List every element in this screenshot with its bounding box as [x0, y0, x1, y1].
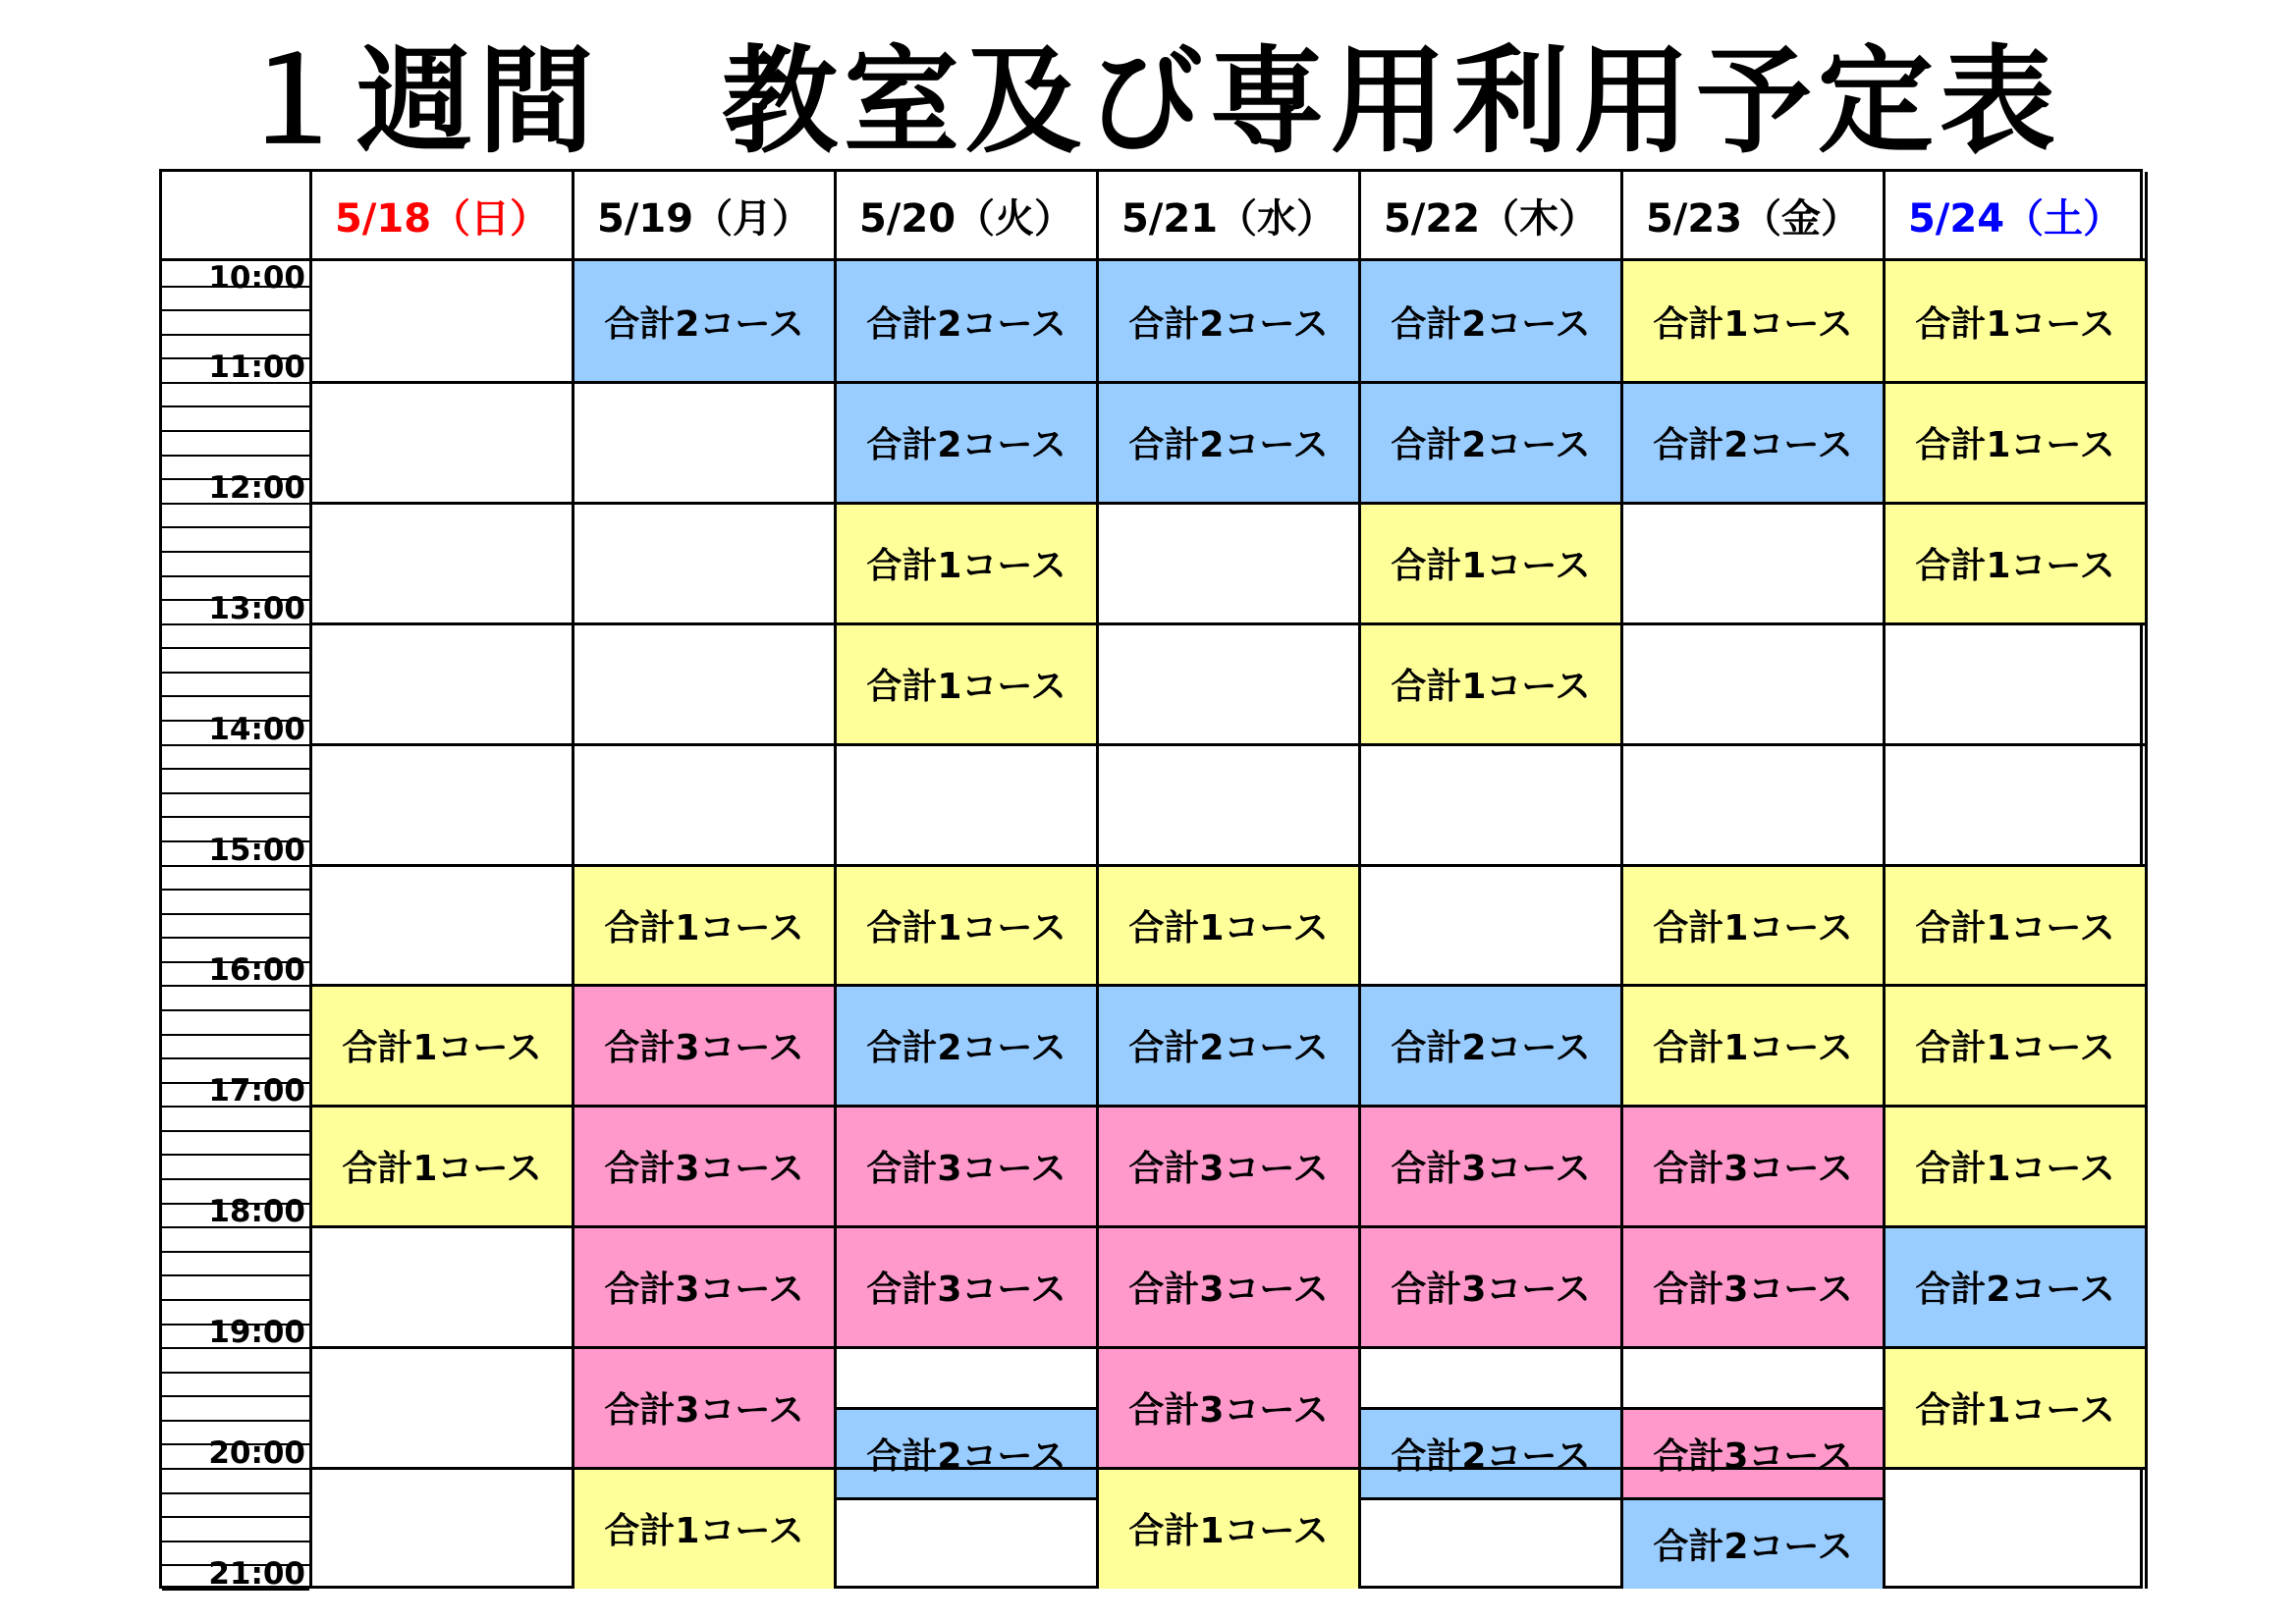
- time-label: 21:00: [208, 1556, 305, 1592]
- day-column: [1099, 261, 1361, 1589]
- time-label: 16:00: [208, 952, 305, 988]
- schedule-block[interactable]: 合計1コース: [574, 865, 834, 985]
- schedule-block[interactable]: 合計3コース: [1623, 1226, 1883, 1347]
- hour-grid-line: [1886, 1105, 2145, 1108]
- hour-grid-line: [1361, 1467, 1620, 1470]
- hour-grid-line: [837, 1346, 1096, 1349]
- hour-grid-line: [1099, 622, 1358, 625]
- schedule-block[interactable]: 合計3コース: [574, 985, 834, 1106]
- time-tick-line: [162, 1420, 309, 1422]
- hour-grid-line: [312, 381, 572, 384]
- schedule-block[interactable]: 合計2コース: [1361, 985, 1620, 1106]
- day-header: 5/18（日）: [312, 172, 574, 261]
- time-tick-line: [162, 1299, 309, 1301]
- corner-cell: [162, 172, 312, 261]
- hour-grid-line: [1361, 1105, 1620, 1108]
- time-tick-line: [162, 430, 309, 432]
- schedule-block[interactable]: 合計3コース: [574, 1106, 834, 1226]
- hour-grid-line: [574, 1467, 834, 1470]
- schedule-block[interactable]: 合計1コース: [1886, 1106, 2145, 1226]
- time-tick-line: [162, 1251, 309, 1253]
- schedule-table: [159, 169, 2143, 1592]
- time-tick-line: [162, 889, 309, 891]
- hour-grid-line: [837, 864, 1096, 867]
- time-label: 15:00: [208, 833, 305, 868]
- hour-grid-line: [312, 502, 572, 505]
- time-tick-line: [162, 309, 309, 311]
- hour-grid-line: [312, 1467, 572, 1470]
- time-tick-line: [162, 1034, 309, 1036]
- day-header: 5/22（木）: [1361, 172, 1623, 261]
- block-edge-line: [837, 1497, 1096, 1500]
- time-tick-line: [162, 551, 309, 553]
- block-edge-line: [837, 1407, 1096, 1410]
- hour-grid-line: [1361, 1346, 1620, 1349]
- schedule-block[interactable]: 合計1コース: [1886, 261, 2145, 382]
- hour-grid-line: [1361, 864, 1620, 867]
- hour-grid-line: [1623, 502, 1883, 505]
- time-label: 19:00: [208, 1315, 305, 1350]
- hour-grid-line: [312, 622, 572, 625]
- block-edge-line: [1361, 1407, 1620, 1410]
- schedule-block[interactable]: 合計3コース: [837, 1226, 1096, 1347]
- day-header: 5/23（金）: [1623, 172, 1886, 261]
- schedule-block[interactable]: 合計1コース: [1886, 1347, 2145, 1468]
- schedule-block[interactable]: 合計2コース: [1099, 261, 1358, 382]
- hour-grid-line: [1099, 743, 1358, 746]
- block-edge-line: [1623, 1407, 1883, 1410]
- schedule-block[interactable]: 合計3コース: [1361, 1106, 1620, 1226]
- schedule-block[interactable]: 合計3コース: [837, 1106, 1096, 1226]
- hour-grid-line: [1361, 622, 1620, 625]
- hour-grid-line: [1099, 984, 1358, 987]
- schedule-block[interactable]: 合計2コース: [1361, 1408, 1620, 1498]
- day-column: [1886, 261, 2148, 1589]
- time-label: 11:00: [208, 350, 305, 385]
- hour-grid-line: [1099, 1467, 1358, 1470]
- hour-grid-line: [1361, 984, 1620, 987]
- hour-grid-line: [837, 502, 1096, 505]
- day-header: 5/24（土）: [1886, 172, 2148, 261]
- time-tick-line: [162, 768, 309, 770]
- schedule-block[interactable]: 合計1コース: [1886, 382, 2145, 503]
- hour-grid-line: [1886, 864, 2145, 867]
- schedule-block[interactable]: 合計3コース: [1623, 1408, 1883, 1498]
- schedule-block[interactable]: 合計1コース: [1886, 503, 2145, 623]
- day-header: 5/19（月）: [574, 172, 837, 261]
- hour-grid-line: [574, 1346, 834, 1349]
- schedule-block[interactable]: 合計1コース: [574, 1468, 834, 1589]
- time-label: 10:00: [208, 260, 305, 296]
- schedule-block[interactable]: 合計1コース: [837, 503, 1096, 623]
- hour-grid-line: [574, 622, 834, 625]
- schedule-block[interactable]: 合計3コース: [574, 1347, 834, 1468]
- schedule-block[interactable]: 合計1コース: [1623, 985, 1883, 1106]
- hour-grid-line: [574, 502, 834, 505]
- hour-grid-line: [837, 381, 1096, 384]
- hour-grid-line: [837, 1225, 1096, 1228]
- time-tick-line: [162, 455, 309, 457]
- time-tick-line: [162, 1274, 309, 1276]
- time-label: 17:00: [208, 1073, 305, 1109]
- hour-grid-line: [574, 743, 834, 746]
- hour-grid-line: [837, 984, 1096, 987]
- hour-grid-line: [312, 1105, 572, 1108]
- hour-grid-line: [1623, 1467, 1883, 1470]
- schedule-block[interactable]: 合計2コース: [1886, 1226, 2145, 1347]
- hour-grid-line: [837, 1105, 1096, 1108]
- hour-grid-line: [1886, 622, 2145, 625]
- hour-grid-line: [1886, 1225, 2145, 1228]
- day-header: 5/20（火）: [837, 172, 1099, 261]
- time-tick-line: [162, 1492, 309, 1494]
- hour-grid-line: [574, 984, 834, 987]
- time-label: 18:00: [208, 1194, 305, 1229]
- schedule-block[interactable]: 合計2コース: [837, 985, 1096, 1106]
- schedule-block[interactable]: 合計1コース: [1623, 261, 1883, 382]
- hour-grid-line: [1886, 381, 2145, 384]
- schedule-block[interactable]: 合計1コース: [837, 865, 1096, 985]
- day-column: [837, 261, 1099, 1589]
- hour-grid-line: [312, 1346, 572, 1349]
- hour-grid-line: [312, 984, 572, 987]
- schedule-block[interactable]: 合計2コース: [574, 261, 834, 382]
- schedule-block[interactable]: 合計1コース: [1623, 865, 1883, 985]
- hour-grid-line: [1623, 743, 1883, 746]
- hour-grid-line: [837, 743, 1096, 746]
- hour-grid-line: [1623, 1225, 1883, 1228]
- hour-grid-line: [1099, 864, 1358, 867]
- schedule-block[interactable]: 合計1コース: [1099, 1468, 1358, 1589]
- page-title: １週間 教室及び専用利用予定表: [234, 33, 2061, 169]
- hour-grid-line: [1886, 1346, 2145, 1349]
- schedule-block[interactable]: 合計2コース: [1099, 985, 1358, 1106]
- hour-grid-line: [1361, 502, 1620, 505]
- time-column: [162, 260, 312, 1592]
- time-label: 14:00: [208, 712, 305, 747]
- time-label: 13:00: [208, 591, 305, 626]
- schedule-block[interactable]: 合計2コース: [1361, 382, 1620, 503]
- schedule-block[interactable]: 合計3コース: [574, 1226, 834, 1347]
- hour-grid-line: [1623, 1346, 1883, 1349]
- time-tick-line: [162, 1009, 309, 1011]
- time-tick-line: [162, 406, 309, 407]
- time-label: 20:00: [208, 1435, 305, 1471]
- hour-grid-line: [1623, 984, 1883, 987]
- time-tick-line: [162, 526, 309, 528]
- hour-grid-line: [1623, 864, 1883, 867]
- hour-grid-line: [1099, 1225, 1358, 1228]
- hour-grid-line: [574, 864, 834, 867]
- hour-grid-line: [1361, 1225, 1620, 1228]
- time-tick-line: [162, 695, 309, 697]
- schedule-block[interactable]: 合計1コース: [1886, 985, 2145, 1106]
- schedule-block[interactable]: 合計3コース: [1623, 1106, 1883, 1226]
- time-label: 12:00: [208, 470, 305, 506]
- time-tick-line: [162, 937, 309, 939]
- hour-grid-line: [1886, 502, 2145, 505]
- time-tick-line: [162, 334, 309, 336]
- hour-grid-line: [837, 1467, 1096, 1470]
- schedule-block[interactable]: 合計1コース: [1886, 865, 2145, 985]
- hour-grid-line: [574, 1105, 834, 1108]
- time-tick-line: [162, 575, 309, 577]
- schedule-block[interactable]: 合計1コース: [312, 1106, 572, 1226]
- schedule-block[interactable]: 合計1コース: [837, 623, 1096, 744]
- day-column: [312, 261, 574, 1589]
- block-edge-line: [1623, 1497, 1883, 1500]
- hour-grid-line: [1623, 381, 1883, 384]
- hour-grid-line: [312, 743, 572, 746]
- day-column: [1361, 261, 1623, 1589]
- hour-grid-line: [1099, 381, 1358, 384]
- day-header: 5/21（水）: [1099, 172, 1361, 261]
- time-tick-line: [162, 1541, 309, 1542]
- time-tick-line: [162, 1372, 309, 1374]
- time-tick-line: [162, 816, 309, 818]
- schedule-block[interactable]: 合計2コース: [837, 1408, 1096, 1498]
- time-tick-line: [162, 792, 309, 794]
- time-tick-line: [162, 1154, 309, 1156]
- schedule-block[interactable]: 合計3コース: [1099, 1106, 1358, 1226]
- schedule-block[interactable]: 合計3コース: [1099, 1226, 1358, 1347]
- hour-grid-line: [1886, 1467, 2145, 1470]
- time-tick-line: [162, 647, 309, 649]
- time-tick-line: [162, 1516, 309, 1518]
- schedule-block[interactable]: 合計1コース: [1361, 503, 1620, 623]
- hour-grid-line: [312, 1225, 572, 1228]
- hour-grid-line: [1099, 1105, 1358, 1108]
- hour-grid-line: [1623, 1105, 1883, 1108]
- schedule-block[interactable]: 合計3コース: [1361, 1226, 1620, 1347]
- schedule-block[interactable]: 合計1コース: [1361, 623, 1620, 744]
- schedule-block[interactable]: 合計2コース: [1361, 261, 1620, 382]
- time-tick-line: [162, 1130, 309, 1132]
- block-edge-line: [1361, 1497, 1620, 1500]
- day-column: [1623, 261, 1886, 1589]
- hour-grid-line: [1623, 622, 1883, 625]
- hour-grid-line: [1886, 984, 2145, 987]
- schedule-block[interactable]: 合計1コース: [1099, 865, 1358, 985]
- time-tick-line: [162, 1178, 309, 1180]
- hour-grid-line: [1361, 381, 1620, 384]
- schedule-block[interactable]: 合計2コース: [1623, 1498, 1883, 1589]
- schedule-block[interactable]: 合計1コース: [312, 985, 572, 1106]
- schedule-block[interactable]: 合計2コース: [837, 382, 1096, 503]
- hour-grid-line: [574, 1225, 834, 1228]
- hour-grid-line: [1099, 1346, 1358, 1349]
- hour-grid-line: [1361, 743, 1620, 746]
- time-tick-line: [162, 1395, 309, 1397]
- hour-grid-line: [1099, 502, 1358, 505]
- schedule-block[interactable]: 合計2コース: [1099, 382, 1358, 503]
- hour-grid-line: [1886, 743, 2145, 746]
- time-tick-line: [162, 1057, 309, 1059]
- schedule-block[interactable]: 合計2コース: [1623, 382, 1883, 503]
- hour-grid-line: [837, 622, 1096, 625]
- schedule-block[interactable]: 合計2コース: [837, 261, 1096, 382]
- time-tick-line: [162, 913, 309, 915]
- hour-grid-line: [574, 381, 834, 384]
- day-column: [574, 261, 837, 1589]
- time-tick-line: [162, 672, 309, 674]
- hour-grid-line: [312, 864, 572, 867]
- schedule-block[interactable]: 合計3コース: [1099, 1347, 1358, 1468]
